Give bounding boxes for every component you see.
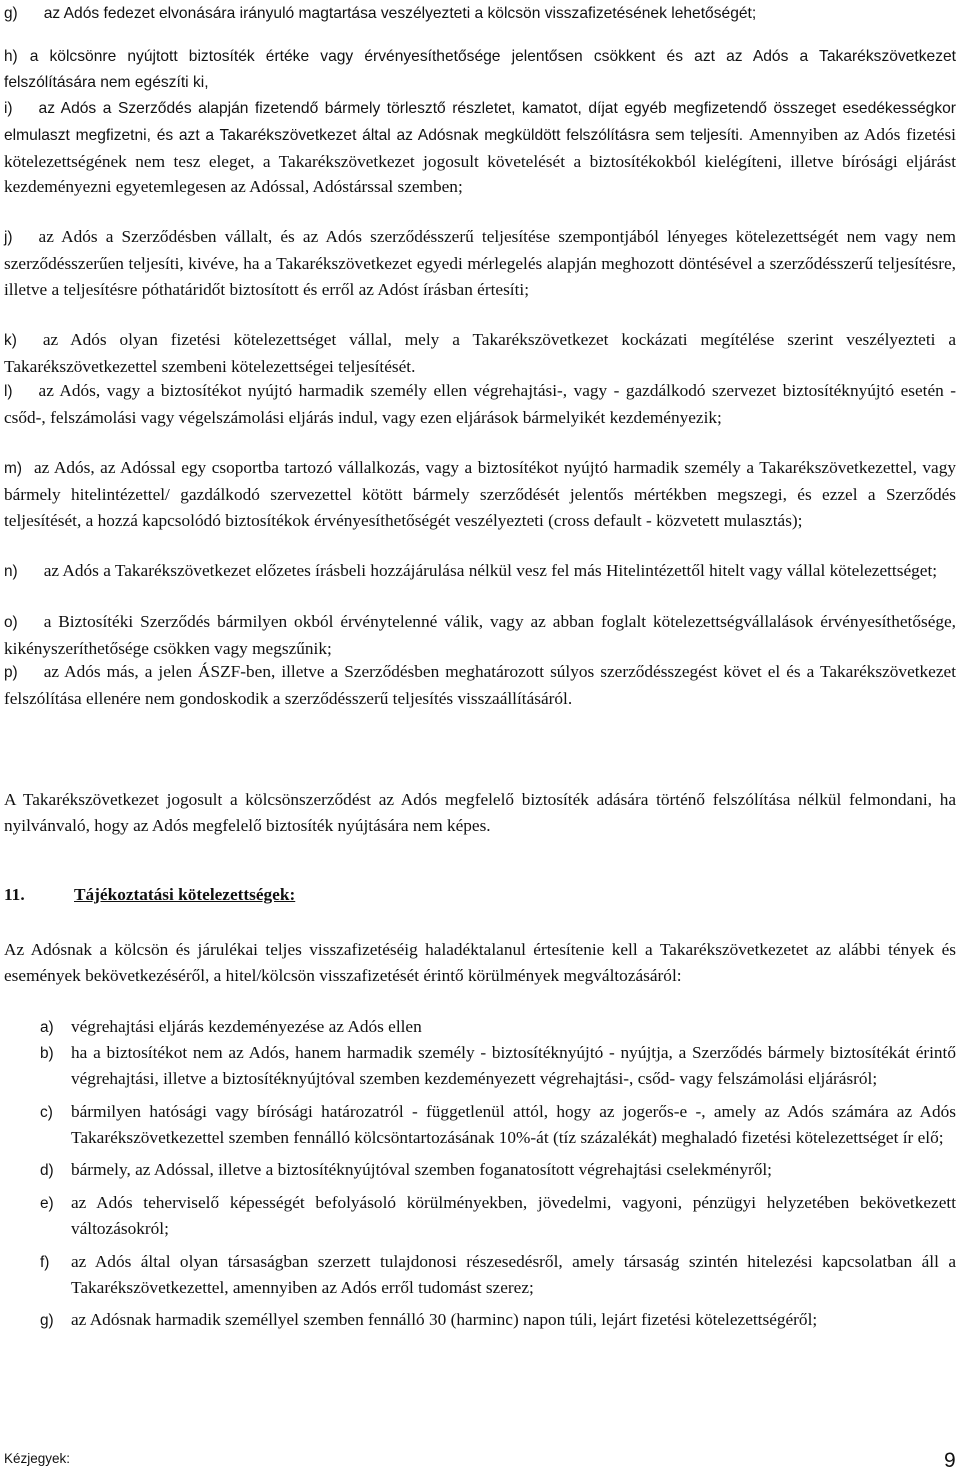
item-text: az Adós a Szerződés alapján fizetendő bármely törlesztő részletet, kamatot, díjat egyéb megfizetendő összeget esedékességkor elmulaszt megfizetni, és azt a Takarékszövetkezet által az Adósnak megküldött felszólításra sem teljesíti. (4, 100, 956, 144)
item-label: l) (4, 383, 13, 400)
item-label: c) (40, 1103, 53, 1121)
item-label: k) (4, 332, 17, 349)
item-label: g) (40, 1312, 54, 1330)
item-text-continued: Amennyiben az Adós fizetési kötelezettségének nem tesz eleget, a Takarékszövetkezet jogosult követelését a biztosítékokból kielégíteni, illetve bírósági eljárást kezdeményezni egyetemlegesen az Adóssal, Adóstárssal szemben; (4, 124, 956, 197)
item-text: az Adós, vagy a biztosítékot nyújtó harmadik személy ellen végrehajtási-, vagy - gazdálkodó szervezet biztosítéknyújtó esetén - csőd-, felszámolási vagy végelszámolási eljárás indul, vagy ezen eljárások bármelyikét kezdeményezik; (4, 381, 956, 427)
item-label: o) (4, 614, 18, 631)
item-label: i) (4, 100, 13, 117)
item-label: a) (40, 1019, 54, 1036)
item-label: n) (4, 563, 18, 580)
item-label: h) (4, 48, 18, 65)
item-label: m) (4, 460, 22, 477)
list-item-i (4, 95, 956, 200)
item-text: az Adós más, a jelen ÁSZF-ben, illetve a Szerződésben meghatározott súlyos szerződésszegést követ el és a Takarékszövetkezet felszólítása ellenére nem gondoskodik a szerződésszerű teljesítés visszaállításáról. (4, 662, 956, 708)
list-item-j (4, 224, 956, 302)
list-item (4, 1249, 956, 1301)
notification-list (4, 1014, 956, 1333)
list-item-k (4, 327, 956, 380)
item-label: f) (40, 1253, 50, 1271)
list-item-o (4, 609, 956, 662)
item-text: a Biztosítéki Szerződés bármilyen okból érvénytelenné válik, vagy az abban foglalt kötelezettségvállalások érvényesíthetősége, kikényszeríthetősége csökken vagy megszűnik; (4, 612, 956, 658)
item-text: az Adós által olyan társaságban szerzett tulajdonosi részesedésről, amely társaság szintén hitelezési kapcsolatban áll a Takarékszövetkezettel, amennyiben az Adós erről tudomást szerez; (71, 1251, 956, 1297)
list-item-h (4, 44, 956, 96)
section-intro: Az Adósnak a kölcsön és járulékai teljes visszafizetéséig haladéktalanul értesítenie kell a Takarékszövetkezetet az alábbi tények és események bekövetkezéséről, a hitel/kölcsön visszafizetését érintő körülmények megváltozásáról: (4, 940, 956, 985)
list-item (4, 1014, 956, 1040)
section-title: Tájékoztatási kötelezettségek: (74, 885, 296, 904)
item-text: végrehajtási eljárás kezdeményezése az Adós ellen (71, 1017, 422, 1036)
item-text: az Adós a Takarékszövetkezet előzetes írásbeli hozzájárulása nélkül vesz fel más Hitelintézettől hitelt vagy vállal kötelezettséget; (43, 561, 938, 580)
list-item (4, 1190, 956, 1242)
list-item-m (4, 455, 956, 533)
item-text: az Adós fedezet elvonására irányuló magtartása veszélyezteti a kölcsön visszafizetésének lehetőségét; (43, 5, 757, 22)
list-item (4, 1099, 956, 1151)
page-number: 9 (944, 1449, 956, 1472)
item-text: bármely, az Adóssal, illetve a biztosítéknyújtóval szemben foganatosított végrehajtási cselekményről; (71, 1160, 772, 1180)
item-text: bármilyen hatósági vagy bírósági határozatról - függetlenül attól, hogy az jogerős-e -, amely az Adós számára az Adós Takarékszövetkezettel szemben fennálló kölcsöntartozásának 10%-át (tíz százalékát) meghaladó fizetési kötelezettséget ír elő; (71, 1101, 956, 1147)
item-label: d) (40, 1162, 54, 1180)
list-item-g (4, 1, 956, 27)
item-text: ha a biztosítékot nem az Adós, hanem harmadik személy - biztosítéknyújtó - nyújtja, a Szerződés bármely biztosítékát érintő végrehajtási, illetve a biztosítéknyújtóval szemben kezdeményezett végrehajtási-, csőd- vagy felszámolási eljárásról; (71, 1043, 956, 1089)
item-text: az Adós teherviselő képességét befolyásoló körülményekben, jövedelmi, vagyoni, pénzügyi helyzetében bekövetkezett változásokról; (71, 1193, 956, 1239)
item-text: a kölcsönre nyújtott biztosíték értéke vagy érvényesíthetősége jelentősen csökkent és azt az Adós a Takarékszövetkezet felszólítására nem egészíti ki, (4, 48, 956, 91)
item-label: g) (4, 5, 18, 22)
list-item (4, 1307, 956, 1333)
item-label: e) (40, 1195, 54, 1213)
item-label: j) (4, 229, 13, 246)
termination-paragraph: A Takarékszövetkezet jogosult a kölcsönszerződést az Adós megfelelő biztosíték adására történő felszólítása nélkül felmondani, ha nyilvánvaló, hogy az Adós megfelelő biztosíték nyújtására nem képes. (4, 790, 956, 835)
item-text: az Adós, az Adóssal egy csoportba tartozó vállalkozás, vagy a biztosítékot nyújtó harmadik személy a Takarékszövetkezettel, vagy bármely hitelintézettel/ gazdálkodó szervezettel kötött bármely szerződését jelentős mértékben megszegi, és ezzel a Szerződés teljesítését, a hozzá kapcsolódó biztosítékok érvényesíthetőségét veszélyezteti (cross default - közvetett mulasztás); (4, 458, 956, 530)
list-item-p (4, 659, 956, 712)
section-heading (4, 885, 295, 905)
list-item-l (4, 378, 956, 431)
item-text: az Adós olyan fizetési kötelezettséget vállal, mely a Takarékszövetkezet kockázati megítélése szerint veszélyezteti a Takarékszövetkezettel szembeni kötelezettségei teljesítését. (4, 330, 956, 376)
initials-label: Kézjegyek: (4, 1451, 71, 1466)
item-text: az Adósnak harmadik személlyel szemben fennálló 30 (harminc) napon túli, lejárt fizetési kötelezettségéről; (71, 1310, 818, 1330)
item-text: az Adós a Szerződésben vállalt, és az Adós szerződésszerű teljesítése szempontjából lényeges kötelezettségét nem vagy nem szerződésszerűen teljesíti, kivéve, ha a Takarékszövetkezet egyedi mérlegelés alapján meghozott döntésével a szerződésszerű teljesítésre, illetve a teljesítésre póthatáridőt biztosított és erről az Adóst írásban értesíti; (4, 227, 956, 299)
item-label: p) (4, 664, 18, 681)
list-item (4, 1157, 956, 1183)
item-label: b) (40, 1045, 54, 1063)
list-item (4, 1040, 956, 1092)
section-number: 11. (4, 885, 25, 904)
list-item-n (4, 558, 956, 585)
